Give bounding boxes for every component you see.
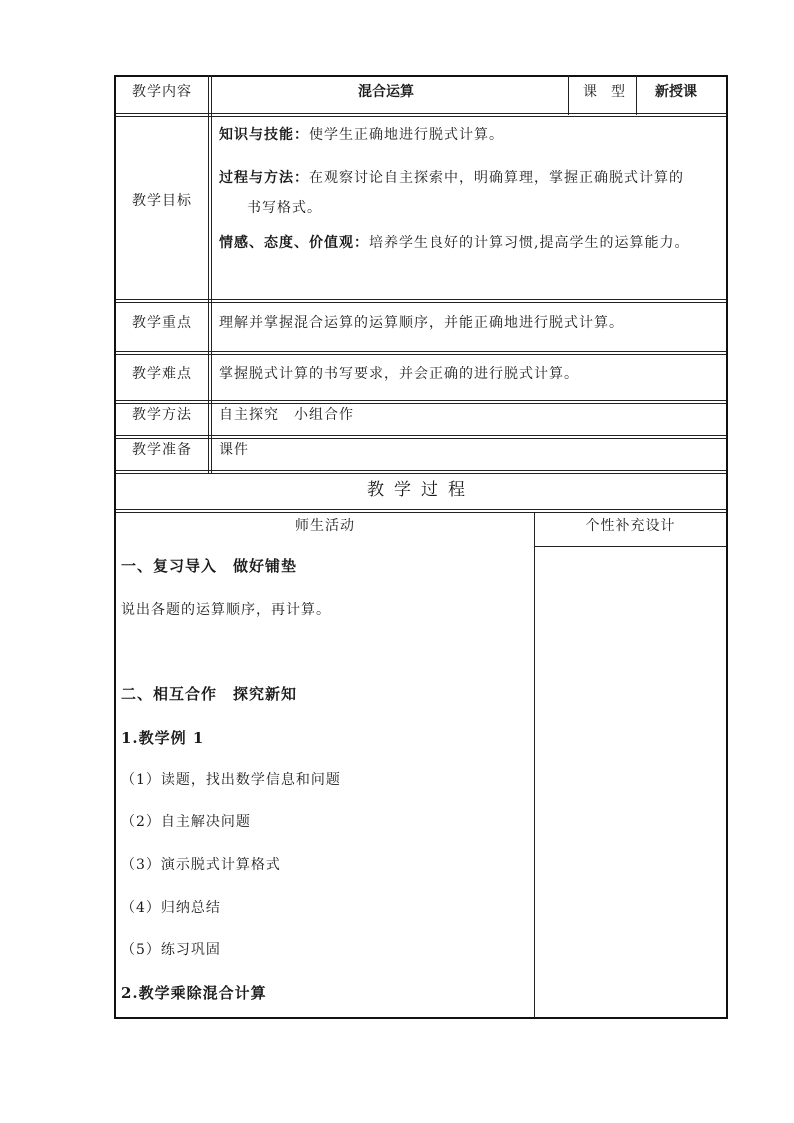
section-cooperate: 二、相互合作 探究新知 [121,685,298,703]
row-divider [114,116,727,117]
method-text: 自主探究 小组合作 [219,407,354,423]
table-border-left [114,75,116,1019]
difficulty-label: 教学难点 [132,366,192,382]
col-teacher-student: 师生活动 [295,518,355,534]
key-point-text: 理解并掌握混合运算的运算顺序，并能正确地进行脱式计算。 [219,315,624,331]
row-divider [114,400,727,401]
row-divider [114,438,727,439]
table-border-bottom [114,1017,727,1019]
step-5: （5）练习巩固 [121,942,221,958]
goal-emotion-title: 情感、态度、价值观： [219,235,369,251]
process-col-divider [534,512,535,1018]
section-review-text: 说出各题的运算顺序，再计算。 [121,602,331,618]
step-2: （2）自主解决问题 [121,814,251,830]
step-3: （3）演示脱式计算格式 [121,857,281,873]
goal-emotion-text: 培养学生良好的计算习惯,提高学生的运算能力。 [369,235,690,251]
step-4: （4）归纳总结 [121,900,221,916]
type-label: 课 型 [583,84,625,100]
subsection-mul-div: 2.教学乘除混合计算 [121,984,267,1002]
right-col-header-divider [535,546,727,547]
goal-knowledge-text: 使学生正确地进行脱式计算。 [309,127,504,143]
row-divider [114,470,727,471]
row-divider [114,302,727,303]
label-col-divider [208,75,209,473]
goal-process-title: 过程与方法： [219,170,309,186]
subsection-example-1: 1.教学例 1 [121,729,205,747]
goal-process [219,169,684,187]
process-title: 教学过程 [367,480,475,500]
goal-process-text: 在观察讨论自主探索中，明确算理，掌握正确脱式计算的 [309,170,684,186]
goals-label: 教学目标 [132,193,192,209]
content-label: 教学内容 [132,84,192,100]
col-personal-design: 个性补充设计 [585,518,676,534]
row-divider [114,435,727,436]
row-divider [114,351,727,352]
label-col-divider [211,75,212,473]
goal-knowledge [219,126,504,144]
section-review: 一、复习导入 做好铺垫 [121,557,298,575]
row-divider [114,299,727,300]
difficulty-text: 掌握脱式计算的书写要求，并会正确的进行脱式计算。 [219,366,579,382]
goal-knowledge-title: 知识与技能： [219,127,309,143]
content-value: 混合运算 [358,84,414,100]
row-divider [114,354,727,355]
row-divider [114,509,727,510]
method-label: 教学方法 [132,407,192,423]
row-divider [114,473,727,474]
type-value: 新授课 [655,84,697,100]
type-col-divider [568,75,569,115]
preparation-label: 教学准备 [132,442,192,458]
goal-process-cont: 书写格式。 [247,200,322,216]
step-1: （1）读题，找出数学信息和问题 [121,772,341,788]
table-border-right [726,75,728,1019]
row-divider [114,403,727,404]
key-point-label: 教学重点 [132,315,192,331]
goal-emotion [219,234,689,252]
type-value-divider [636,75,637,115]
preparation-text: 课件 [219,442,249,458]
row-divider [114,512,727,513]
